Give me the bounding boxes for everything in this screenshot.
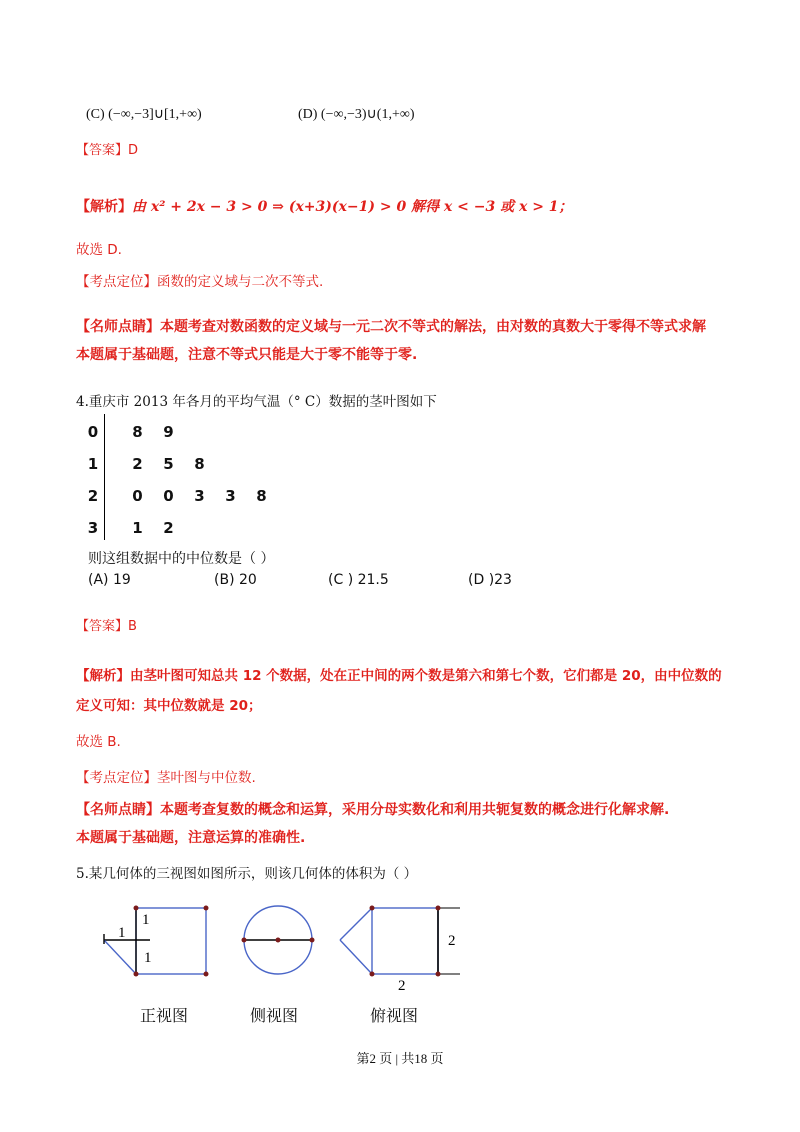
keypoint-tag: 【考点定位】 bbox=[76, 770, 157, 786]
vertex-dot bbox=[276, 938, 281, 943]
leaf-value: 0 bbox=[132, 487, 143, 505]
leaves bbox=[122, 455, 215, 473]
q3-teacher-note bbox=[76, 316, 706, 336]
leaf-value: 2 bbox=[132, 455, 143, 473]
dim-label: 2 bbox=[398, 978, 406, 994]
q4-teacher-note bbox=[76, 799, 669, 819]
q3-option-c: (C) (−∞,−3]∪[1,+∞) bbox=[86, 107, 202, 122]
leaf-value: 3 bbox=[225, 487, 236, 505]
keypoint-text: 茎叶图与中位数. bbox=[157, 770, 256, 786]
top-view-square bbox=[372, 908, 438, 974]
vertex-dot bbox=[242, 938, 247, 943]
leaves bbox=[122, 487, 277, 505]
top-view-edge bbox=[340, 940, 372, 974]
q4-question: 则这组数据中的中位数是（ ） bbox=[88, 551, 275, 567]
q4-option-d: (D )23 bbox=[468, 572, 512, 588]
stem-leaf-plot bbox=[84, 416, 277, 544]
q4-analysis bbox=[76, 664, 722, 684]
side-view bbox=[242, 906, 315, 974]
page-footer: 第2 页 | 共18 页 bbox=[356, 1051, 444, 1066]
teacher-tag: 【名师点睛】 bbox=[76, 802, 160, 818]
q4-title: 4.重庆市 2013 年各月的平均气温（° C）数据的茎叶图如下 bbox=[76, 394, 437, 410]
stem-leaf-row bbox=[84, 448, 277, 480]
top-view bbox=[340, 908, 460, 974]
leaf-value: 8 bbox=[194, 455, 205, 473]
stem-value: 0 bbox=[87, 423, 99, 441]
teacher-line-1: 本题考查复数的概念和运算，采用分母实数化和利用共轭复数的概念进行化解求解. bbox=[160, 802, 670, 818]
q3-analysis bbox=[76, 196, 573, 216]
leaf-value: 8 bbox=[132, 423, 143, 441]
front-view bbox=[104, 908, 206, 974]
vertex-dot bbox=[204, 906, 209, 911]
q3-choose: 故选 D. bbox=[76, 242, 122, 258]
vertex-dot bbox=[134, 906, 139, 911]
leaf-value: 1 bbox=[132, 519, 143, 537]
stem-value: 3 bbox=[87, 519, 99, 537]
teacher-tag: 【名师点睛】 bbox=[76, 319, 160, 335]
q4-option-c: (C ) 21.5 bbox=[328, 572, 389, 588]
stem-leaf-row bbox=[84, 416, 277, 448]
top-view-label: 俯视图 bbox=[370, 1006, 419, 1025]
stem-value: 2 bbox=[87, 487, 99, 505]
vertex-dot bbox=[204, 972, 209, 977]
analysis-tag: 【解析】 bbox=[76, 199, 132, 215]
stem-leaf-row bbox=[84, 512, 277, 544]
q4-answer bbox=[76, 615, 137, 634]
leaves bbox=[122, 423, 184, 441]
front-view-label: 正视图 bbox=[140, 1006, 189, 1025]
vertex-dot bbox=[370, 906, 375, 911]
front-view-diagonal bbox=[104, 940, 136, 974]
analysis-text: 由 x² + 2x − 3 > 0 ⇒ (x+3)(x−1) > 0 解得 x < −3 或 x > 1； bbox=[132, 199, 573, 215]
answer-tag: 【答案】 bbox=[76, 143, 129, 158]
vertex-dot bbox=[134, 972, 139, 977]
vertex-dot bbox=[436, 906, 441, 911]
leaf-value: 5 bbox=[163, 455, 174, 473]
q3-keypoint bbox=[76, 270, 323, 290]
answer-value: B bbox=[128, 619, 137, 634]
keypoint-text: 函数的定义域与二次不等式. bbox=[157, 274, 324, 290]
leaf-value: 0 bbox=[163, 487, 174, 505]
teacher-line-1: 本题考查对数函数的定义域与一元二次不等式的解法，由对数的真数大于零得不等式求解 bbox=[160, 319, 706, 335]
leaf-value: 8 bbox=[256, 487, 267, 505]
vertex-dot bbox=[370, 972, 375, 977]
leaves bbox=[122, 519, 184, 537]
top-view-edge bbox=[340, 908, 372, 940]
leaf-value: 3 bbox=[194, 487, 205, 505]
vertex-dot bbox=[310, 938, 315, 943]
top-view-vertices bbox=[370, 906, 441, 977]
keypoint-tag: 【考点定位】 bbox=[76, 274, 157, 290]
q4-option-b: (B) 20 bbox=[214, 572, 257, 588]
q4-choose: 故选 B. bbox=[76, 734, 121, 750]
analysis-tag: 【解析】 bbox=[76, 668, 130, 684]
leaf-value: 2 bbox=[163, 519, 174, 537]
q5-title: 5.某几何体的三视图如图所示，则该几何体的体积为（ ） bbox=[76, 866, 418, 882]
side-view-label: 侧视图 bbox=[250, 1006, 299, 1025]
answer-tag: 【答案】 bbox=[76, 619, 129, 634]
q4-keypoint bbox=[76, 766, 256, 786]
q4-analysis-line-2: 定义可知：其中位数就是 20； bbox=[76, 698, 262, 714]
dim-label: 1 bbox=[144, 950, 152, 966]
q3-answer bbox=[76, 139, 138, 158]
dim-label: 1 bbox=[118, 925, 126, 941]
vertex-dot bbox=[436, 972, 441, 977]
stem-value: 1 bbox=[87, 455, 99, 473]
q4-teacher-line-2: 本题属于基础题，注意运算的准确性. bbox=[76, 830, 306, 846]
leaf-value: 9 bbox=[163, 423, 174, 441]
q4-option-a: (A) 19 bbox=[88, 572, 131, 588]
q3-teacher-line-2: 本题属于基础题，注意不等式只能是大于零不能等于零. bbox=[76, 347, 418, 363]
stem-leaf-row bbox=[84, 480, 277, 512]
dim-label: 2 bbox=[448, 933, 456, 949]
dim-label: 1 bbox=[142, 912, 150, 928]
analysis-line-1: 由茎叶图可知总共 12 个数据，处在正中间的两个数是第六和第七个数，它们都是 20，由中位数的 bbox=[130, 668, 722, 684]
q3-option-d: (D) (−∞,−3)∪(1,+∞) bbox=[298, 107, 415, 122]
answer-value: D bbox=[128, 143, 139, 158]
